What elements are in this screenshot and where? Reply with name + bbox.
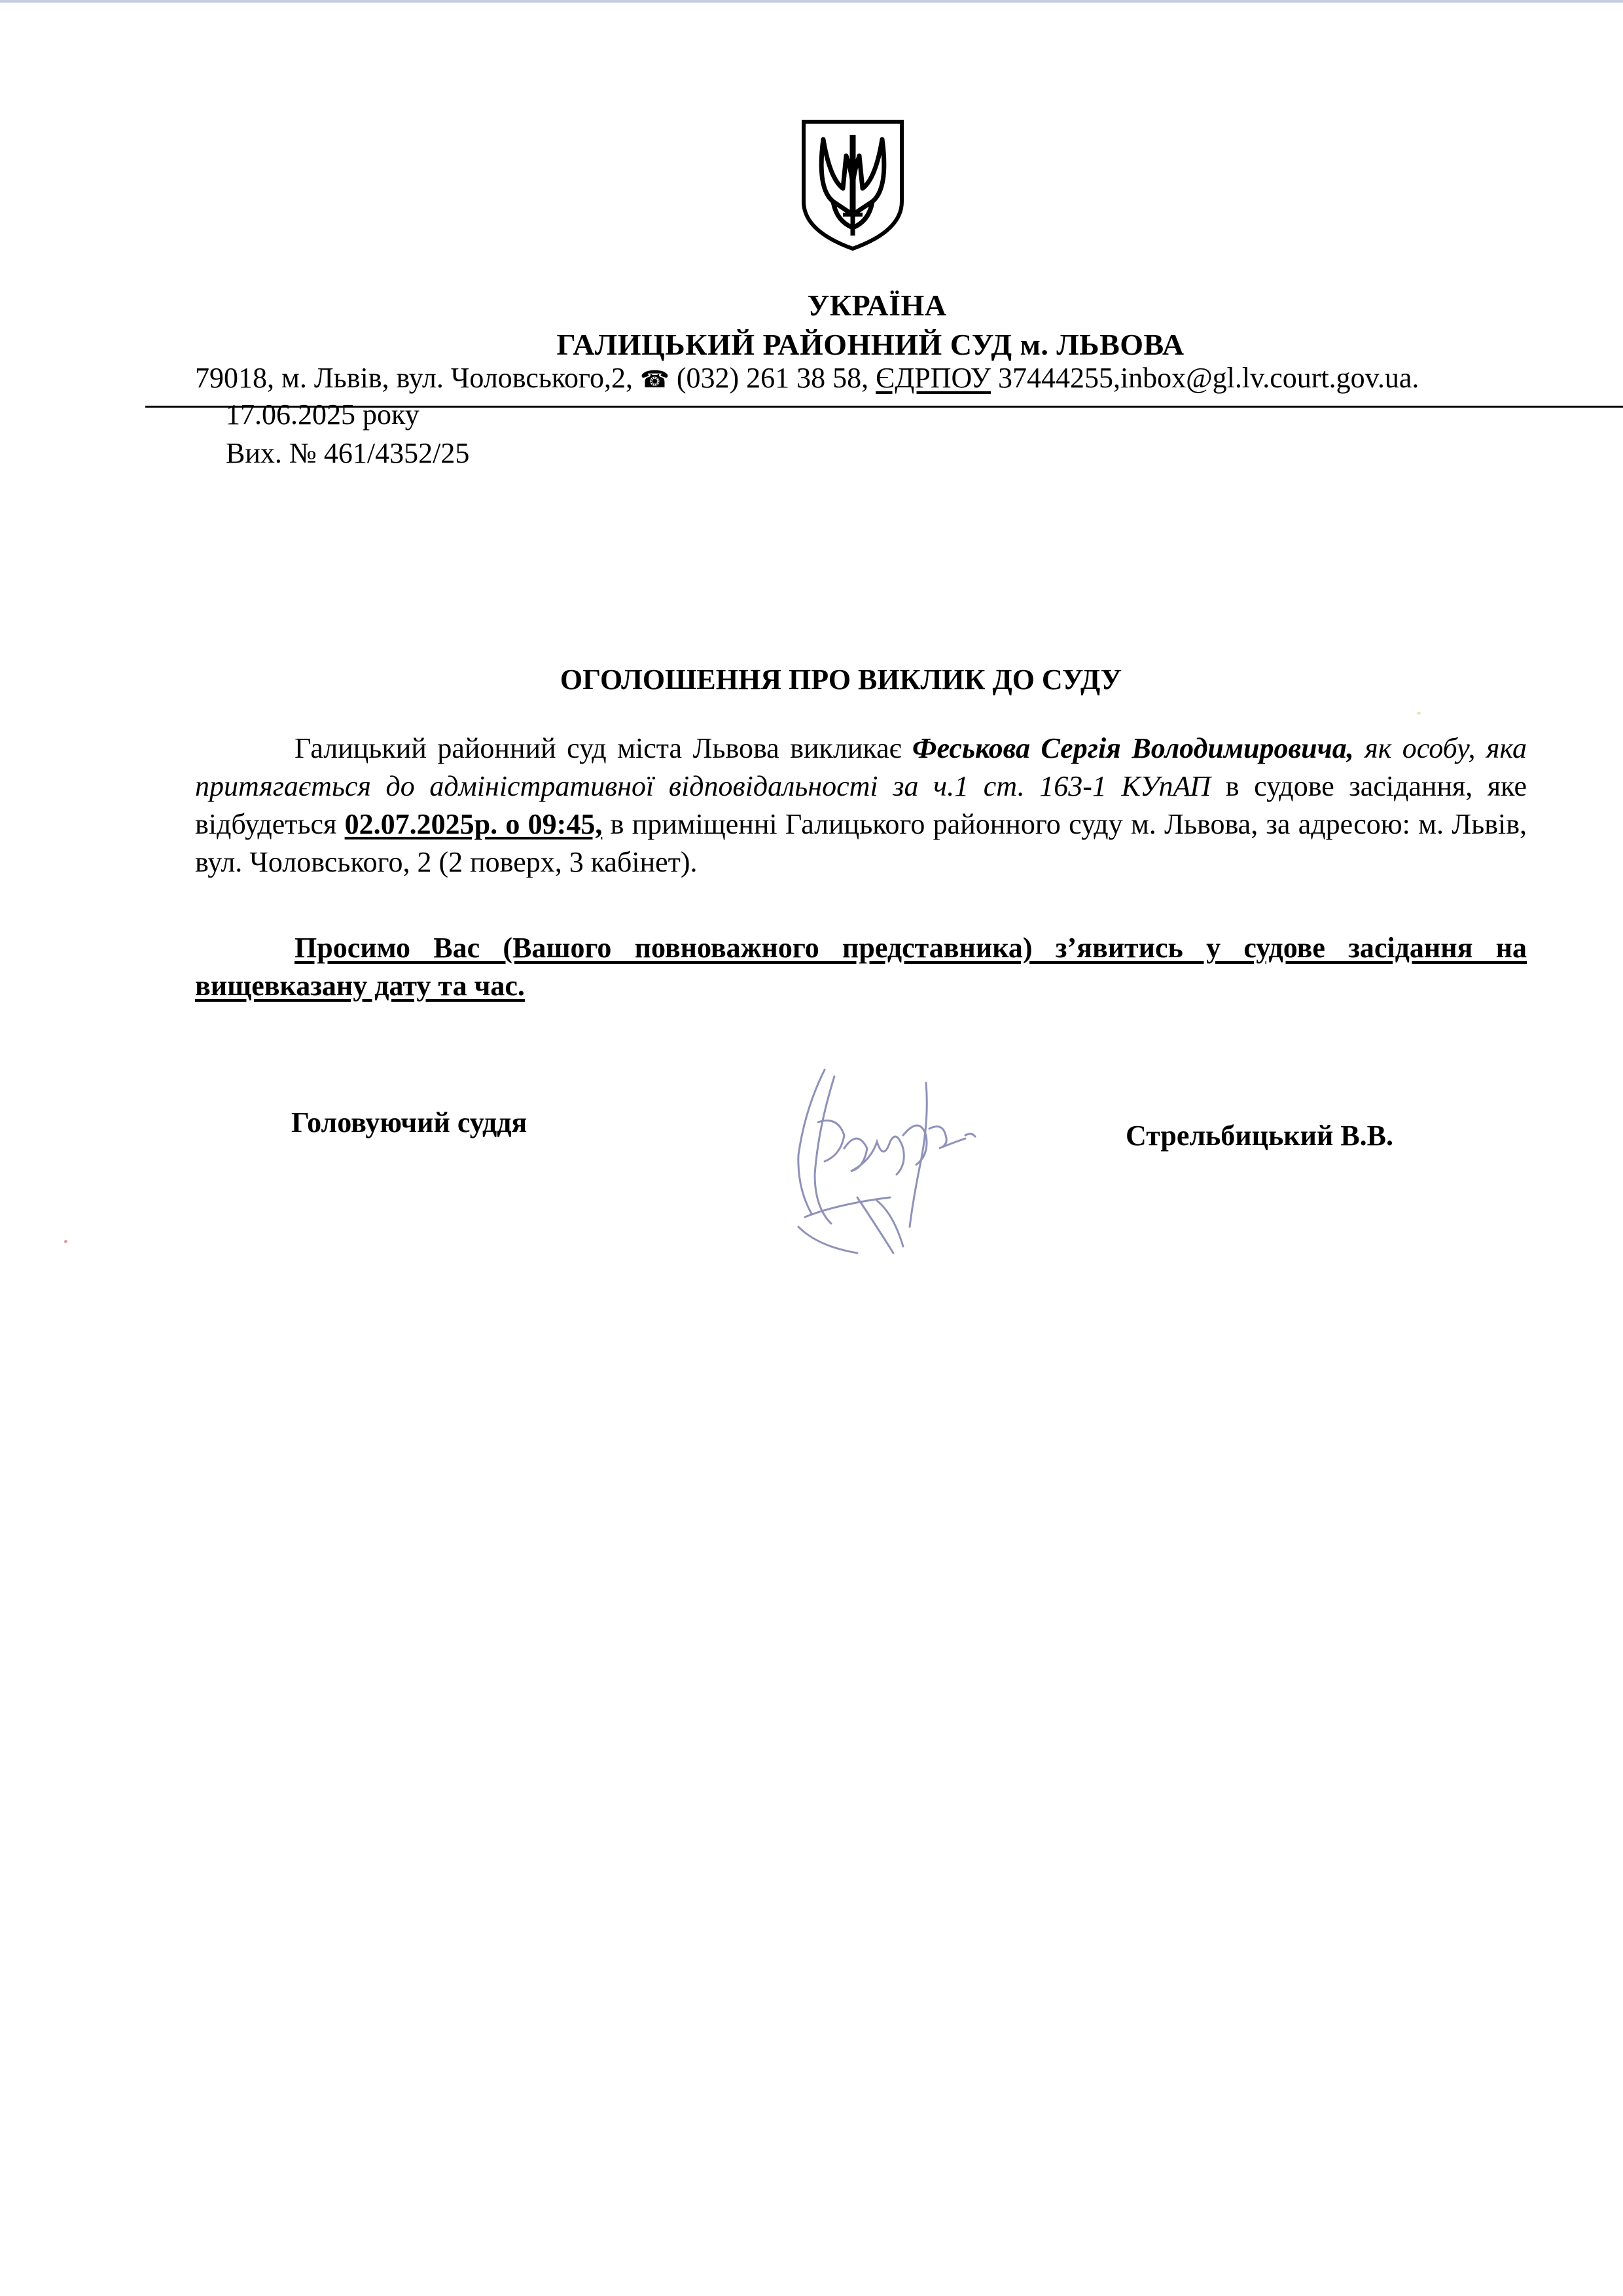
hearing-datetime: 02.07.2025р. о 09:45, [344,808,603,840]
outgoing-number: Вих. № 461/4352/25 [226,437,470,469]
body-liability: як особу, яка притягається до адміністративної відповідальності за ч.1 ст. 163-1 КУпАП [195,732,1527,802]
scan-top-edge [0,0,1623,3]
court-address-line [195,361,1419,395]
scan-speck [1417,712,1421,715]
body-hearing: в судове засідання, яке відбудеться [195,770,1527,840]
handwritten-signature [779,1057,995,1273]
judge-role: Головуючий суддя [291,1106,527,1139]
court-heading: ГАЛИЦЬКИЙ РАЙОННИЙ СУД м. ЛЬВОВА [556,328,1185,361]
address-text: 79018, м. Львів, вул. Чоловського,2, [195,362,641,394]
body-location: в приміщенні Галицького районного суду м. Львова, за адресою: м. Львів, вул. Чоловського, 2 (2 поверх, 3 кабінет). [195,808,1527,878]
judge-name: Стрельбицький В.В. [1126,1120,1394,1152]
document-date: 17.06.2025 року [226,398,419,431]
appearance-request: Просимо Вас (Вашого повноважного представника) з’явитись у судове засідання на вищевказану дату та час. [195,932,1527,1002]
body-intro: Галицький районний суд міста Львова викликає [294,732,913,764]
telephone-icon: ☎ [640,366,669,393]
scan-speck [64,1240,67,1243]
coat-of-arms-icon [797,116,908,254]
document-title: ОГОЛОШЕННЯ ПРО ВИКЛИК ДО СУДУ [560,663,1122,696]
phone-number: (032) 261 38 58, [669,362,876,394]
summons-paragraph [195,730,1527,881]
edrpou-email-text: 37444255,inbox@gl.lv.court.gov.ua. [990,362,1419,394]
country-heading: УКРАЇНА [807,289,947,322]
edrpou-label: ЄДРПОУ [876,362,991,394]
summoned-person: Феськова Сергія Володимировича, [912,732,1354,764]
